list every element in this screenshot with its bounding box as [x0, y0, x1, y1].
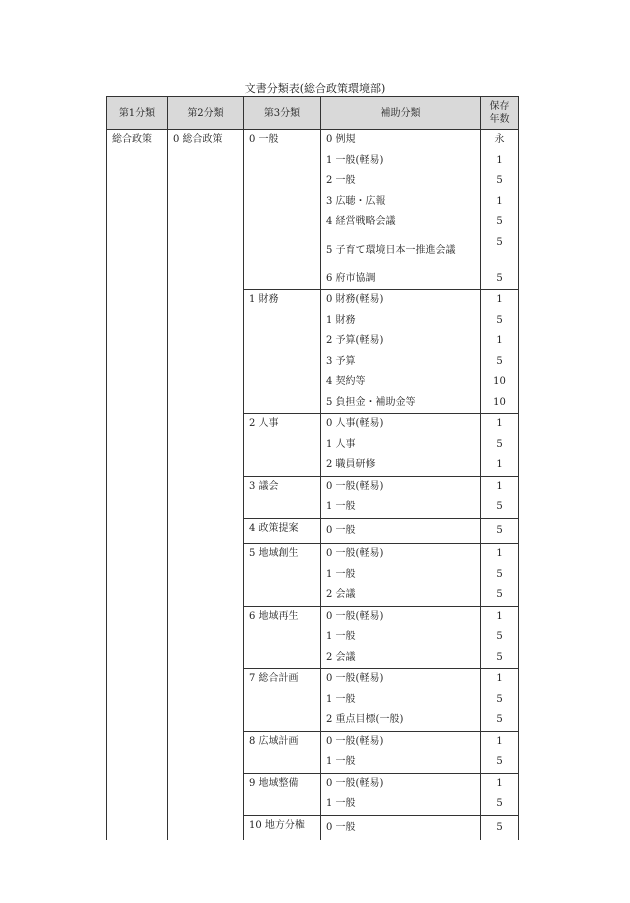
retention-years-cell: 永	[481, 130, 519, 151]
sub-class-cell: 0 一般	[321, 815, 481, 840]
sub-class-cell: 2 重点目標(一般)	[321, 710, 481, 731]
retention-years-cell: 5	[481, 648, 519, 669]
sub-class-cell: 5 負担金・補助金等	[321, 393, 481, 414]
sub-class-cell: 2 会議	[321, 585, 481, 606]
retention-years-cell: 5	[481, 690, 519, 711]
third-class-cell: 9 地域整備	[244, 773, 321, 815]
table-row	[107, 130, 519, 151]
retention-years-cell: 5	[481, 815, 519, 840]
retention-years-cell: 5	[481, 565, 519, 586]
third-class-cell: 1 財務	[244, 290, 321, 414]
sub-class-cell: 1 一般	[321, 497, 481, 518]
retention-years-cell: 10	[481, 393, 519, 414]
sub-class-cell: 6 府市協調	[321, 269, 481, 290]
sub-class-cell: 4 経営戦略会議	[321, 212, 481, 233]
sub-class-cell: 0 一般(軽易)	[321, 544, 481, 565]
sub-class-cell: 0 財務(軽易)	[321, 290, 481, 311]
sub-class-cell: 0 一般(軽易)	[321, 606, 481, 627]
sub-class-cell: 1 財務	[321, 311, 481, 332]
sub-class-cell: 1 一般	[321, 565, 481, 586]
retention-years-cell: 1	[481, 544, 519, 565]
sub-class-cell: 1 一般	[321, 690, 481, 711]
retention-years-cell: 5	[481, 233, 519, 269]
sub-class-cell: 1 一般	[321, 794, 481, 815]
retention-years-cell: 5	[481, 269, 519, 290]
table-body	[107, 130, 519, 841]
second-class-cell: 0 総合政策	[168, 130, 244, 841]
classification-table	[106, 96, 519, 840]
sub-class-cell: 0 一般(軽易)	[321, 476, 481, 497]
page-title: 文書分類表(総合政策環境部)	[244, 82, 386, 95]
retention-years-cell: 5	[481, 212, 519, 233]
header-third-class: 第3分類	[244, 97, 321, 130]
header-retention-line1: 保存	[489, 101, 510, 112]
sub-class-cell: 1 一般(軽易)	[321, 151, 481, 172]
retention-years-cell: 1	[481, 606, 519, 627]
retention-years-cell: 5	[481, 171, 519, 192]
header-second-class: 第2分類	[168, 97, 244, 130]
header-sub-class: 補助分類	[321, 97, 481, 130]
sub-class-cell: 3 広聴・広報	[321, 192, 481, 213]
sub-class-cell: 0 例規	[321, 130, 481, 151]
retention-years-cell: 5	[481, 435, 519, 456]
retention-years-cell: 1	[481, 669, 519, 690]
third-class-cell: 3 議会	[244, 476, 321, 518]
sub-class-cell: 0 一般(軽易)	[321, 731, 481, 752]
retention-years-cell: 1	[481, 455, 519, 476]
table-header-row	[107, 97, 519, 130]
header-retention	[481, 97, 519, 130]
retention-years-cell: 1	[481, 192, 519, 213]
sub-class-cell: 3 予算	[321, 352, 481, 373]
retention-years-cell: 5	[481, 710, 519, 731]
third-class-cell: 10 地方分権	[244, 815, 321, 840]
retention-years-cell: 1	[481, 331, 519, 352]
retention-years-cell: 5	[481, 352, 519, 373]
sub-class-cell: 2 会議	[321, 648, 481, 669]
sub-class-cell: 4 契約等	[321, 372, 481, 393]
retention-years-cell: 5	[481, 311, 519, 332]
sub-class-cell: 1 一般	[321, 627, 481, 648]
retention-years-cell: 1	[481, 773, 519, 794]
third-class-cell: 5 地域創生	[244, 544, 321, 607]
retention-years-cell: 1	[481, 151, 519, 172]
third-class-cell: 6 地域再生	[244, 606, 321, 669]
header-retention-line2: 年数	[489, 114, 510, 125]
third-class-cell: 8 広域計画	[244, 731, 321, 773]
sub-class-cell: 0 一般(軽易)	[321, 669, 481, 690]
retention-years-cell: 5	[481, 518, 519, 544]
third-class-cell: 0 一般	[244, 130, 321, 290]
retention-years-cell: 5	[481, 794, 519, 815]
sub-class-cell: 2 予算(軽易)	[321, 331, 481, 352]
retention-years-cell: 5	[481, 752, 519, 773]
sub-class-cell: 0 一般(軽易)	[321, 773, 481, 794]
third-class-cell: 2 人事	[244, 414, 321, 477]
retention-years-cell: 1	[481, 290, 519, 311]
sub-class-cell: 5 子育て環境日本一推進会議	[321, 233, 481, 269]
sub-class-cell: 0 一般	[321, 518, 481, 544]
third-class-cell: 4 政策提案	[244, 518, 321, 544]
retention-years-cell: 10	[481, 372, 519, 393]
first-class-cell: 総合政策	[107, 130, 168, 841]
sub-class-cell: 1 人事	[321, 435, 481, 456]
sub-class-cell: 0 人事(軽易)	[321, 414, 481, 435]
sub-class-cell: 2 一般	[321, 171, 481, 192]
sub-class-cell: 1 一般	[321, 752, 481, 773]
retention-years-cell: 1	[481, 414, 519, 435]
retention-years-cell: 5	[481, 585, 519, 606]
retention-years-cell: 5	[481, 627, 519, 648]
retention-years-cell: 1	[481, 731, 519, 752]
third-class-cell: 7 総合計画	[244, 669, 321, 732]
retention-years-cell: 1	[481, 476, 519, 497]
retention-years-cell: 5	[481, 497, 519, 518]
header-first-class: 第1分類	[107, 97, 168, 130]
sub-class-cell: 2 職員研修	[321, 455, 481, 476]
